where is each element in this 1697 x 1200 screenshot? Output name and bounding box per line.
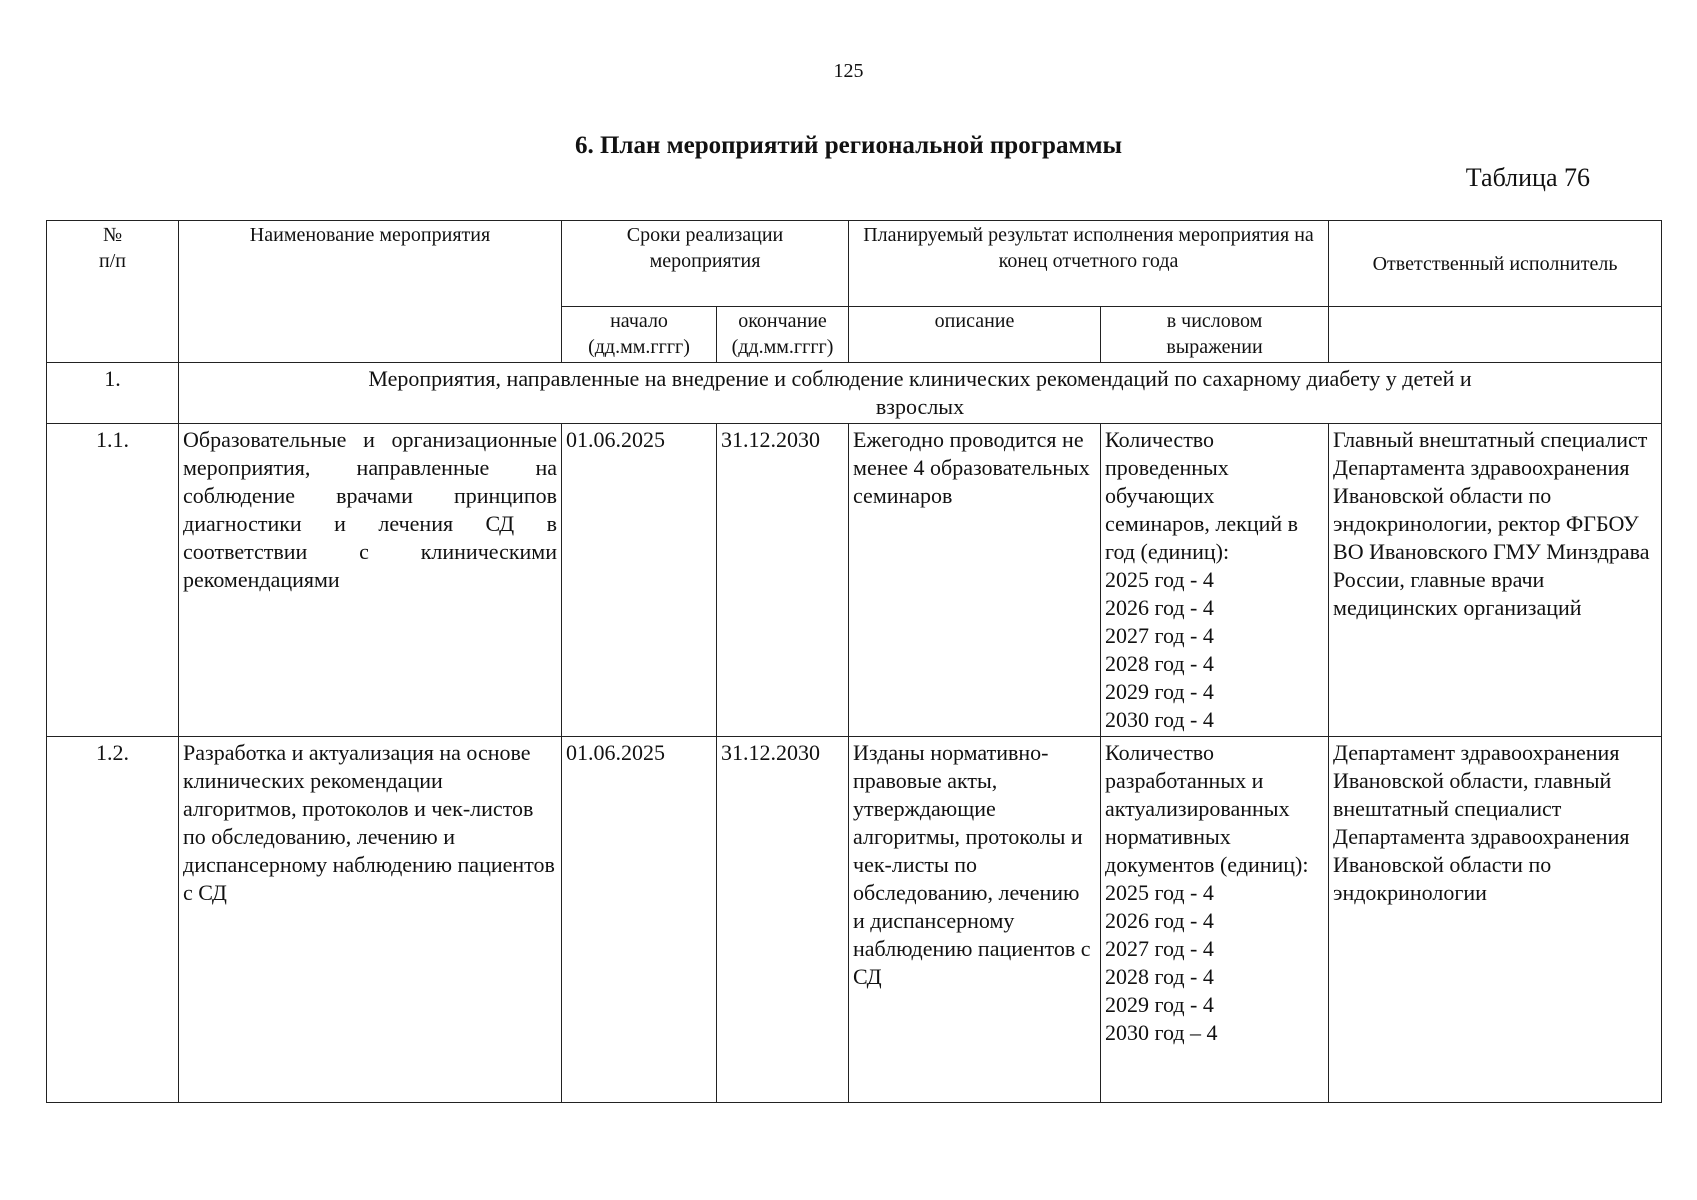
header-start-date: начало (дд.мм.гггг) <box>562 307 717 363</box>
header-terms: Сроки реализации мероприятия <box>562 221 849 307</box>
result-description: Изданы нормативно-правовые акты, утверждающие алгоритмы, протоколы и чек-листы по обследованию, лечению и диспансерному наблюдению пациентов с СД <box>849 737 1101 1103</box>
header-numeric: в числовом выражении <box>1101 307 1329 363</box>
year-value: 2025 год - 4 <box>1105 880 1214 905</box>
section-title: Мероприятия, направленные на внедрение и соблюдение клинических рекомендаций по сахарному диабету у детей и взрослых <box>179 363 1662 424</box>
row-number: 1.1. <box>47 424 179 737</box>
table-caption: Таблица 76 <box>1465 163 1590 192</box>
header-activity-name: Наименование мероприятия <box>179 221 562 363</box>
activities-table <box>46 220 1662 1103</box>
end-date: 31.12.2030 <box>717 737 849 1103</box>
activity-name: Разработка и актуализация на основе клинических рекомендации алгоритмов, протоколов и чек-листов по обследованию, лечению и диспансерному наблюдению пациентов с СД <box>179 737 562 1103</box>
responsible-executor: Департамент здравоохранения Ивановской области, главный внештатный специалист Департамента здравоохранения Ивановской области по эндокринологии <box>1329 737 1662 1103</box>
year-value: 2029 год - 4 <box>1105 679 1214 704</box>
header-responsible: Ответственный исполнитель <box>1329 221 1662 307</box>
responsible-executor: Главный внештатный специалист Департамента здравоохранения Ивановской области по эндокринологии, ректор ФГБОУ ВО Ивановского ГМУ Минздрава России, главные врачи медицинских организаций <box>1329 424 1662 737</box>
table-row <box>47 424 1662 737</box>
start-date: 01.06.2025 <box>562 424 717 737</box>
result-description: Ежегодно проводится не менее 4 образовательных семинаров <box>849 424 1101 737</box>
year-value: 2026 год - 4 <box>1105 908 1214 933</box>
indicator-text: Количество проведенных обучающих семинаров, лекций в год (единиц): <box>1105 427 1299 564</box>
indicator-text: Количество разработанных и актуализированных нормативных документов (единиц): <box>1105 740 1309 877</box>
result-numeric <box>1101 737 1329 1103</box>
year-value: 2028 год - 4 <box>1105 964 1214 989</box>
header-planned-result: Планируемый результат исполнения мероприятия на конец отчетного года <box>849 221 1329 307</box>
row-number: 1.2. <box>47 737 179 1103</box>
end-date: 31.12.2030 <box>717 424 849 737</box>
header-responsible-blank <box>1329 307 1662 363</box>
table-row <box>47 737 1662 1103</box>
year-value: 2029 год - 4 <box>1105 992 1214 1017</box>
year-value: 2030 год - 4 <box>1105 707 1214 732</box>
activity-name: Образовательные и организационные мероприятия, направленные на соблюдение врачами принципов диагностики и лечения СД в соответствии с клиническими рекомендациями <box>179 424 562 737</box>
header-description: описание <box>849 307 1101 363</box>
year-value: 2027 год - 4 <box>1105 936 1214 961</box>
header-end-date: окончание (дд.мм.гггг) <box>717 307 849 363</box>
document-title: 6. План мероприятий региональной программы <box>574 132 1123 159</box>
year-value: 2026 год - 4 <box>1105 595 1214 620</box>
header-number: № п/п <box>47 221 179 363</box>
year-value: 2028 год - 4 <box>1105 651 1214 676</box>
start-date: 01.06.2025 <box>562 737 717 1103</box>
year-value: 2030 год – 4 <box>1105 1020 1218 1045</box>
result-numeric <box>1101 424 1329 737</box>
year-value: 2027 год - 4 <box>1105 623 1214 648</box>
section-number: 1. <box>47 363 179 424</box>
page-number: 125 <box>833 60 864 82</box>
year-value: 2025 год - 4 <box>1105 567 1214 592</box>
